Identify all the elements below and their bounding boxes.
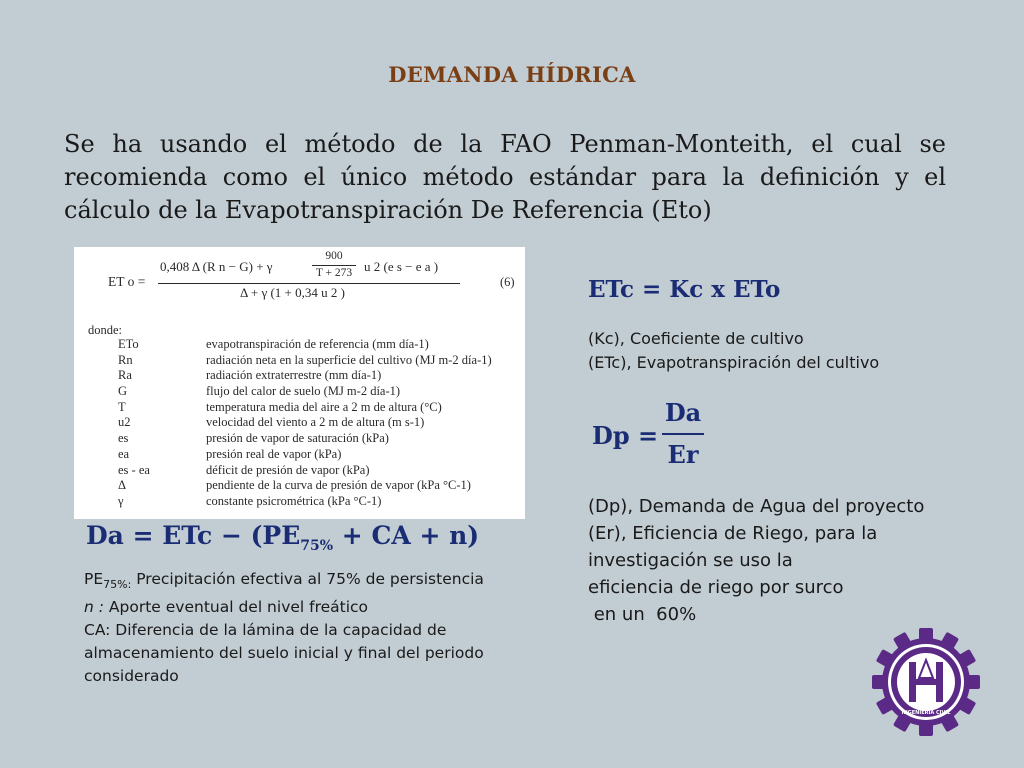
slide-title: DEMANDA HÍDRICA xyxy=(388,62,636,87)
eto-denominator: Δ + γ (1 + 0,34 u 2 ) xyxy=(240,285,345,300)
variable-row xyxy=(118,494,518,510)
variable-symbol: γ xyxy=(118,493,124,508)
variable-description: presión de vapor de saturación (kPa) xyxy=(206,431,389,446)
da-equation-sub: 75% xyxy=(300,538,334,554)
variable-row xyxy=(118,353,518,369)
variable-description: radiación extraterrestre (mm día-1) xyxy=(206,368,382,383)
variable-symbol: Rn xyxy=(118,352,133,367)
variable-symbol: es - ea xyxy=(118,462,150,477)
variable-description: temperatura media del aire a 2 m de altura (°C) xyxy=(206,399,442,414)
eto-lhs: ET o = xyxy=(108,274,146,289)
variable-row xyxy=(118,431,518,447)
variable-symbol: Δ xyxy=(118,478,127,493)
variable-row xyxy=(118,337,518,353)
dp-equation-lhs: Dp = xyxy=(592,421,659,450)
intro-paragraph: Se ha usando el método de la FAO Penman-Monteith, el cual se recomienda como el único método estándar para la definición y el cálculo de la Evapotranspiración De Referencia (Eto) xyxy=(64,130,946,224)
dp-note-line: eficiencia de riego por surco xyxy=(588,577,844,598)
n-text: Aporte eventual del nivel freático xyxy=(103,598,369,617)
eto-numerator-b: u 2 (e s − e a ) xyxy=(364,259,439,274)
variable-description: radiación neta en la superficie del cultivo (MJ m-2 día-1) xyxy=(206,352,492,367)
dp-note-line: (Er), Eficiencia de Riego, para la xyxy=(588,523,878,544)
dp-fraction-line xyxy=(662,433,704,435)
eto-equation xyxy=(74,247,525,307)
variable-symbol: u2 xyxy=(118,415,131,430)
variable-description: constante psicrométrica (kPa °C-1) xyxy=(206,493,382,508)
variable-description: presión real de vapor (kPa) xyxy=(206,446,342,461)
variable-description: pendiente de la curva de presión de vapor (kPa °C-1) xyxy=(206,478,471,493)
variable-row xyxy=(118,478,518,494)
n-label: n : xyxy=(84,598,104,617)
da-equation xyxy=(86,521,479,554)
logo-caption: INGENIERÍA CIVIL xyxy=(901,710,951,716)
da-notes xyxy=(84,568,534,688)
eto-fraction-line xyxy=(158,283,460,284)
donde-label: donde: xyxy=(88,323,123,337)
variable-symbol: Ra xyxy=(118,368,132,383)
pe-text: Precipitación efectiva al 75% de persistencia xyxy=(131,570,484,588)
variable-symbol: G xyxy=(118,384,128,399)
variable-row xyxy=(118,463,518,479)
gear-tooth xyxy=(872,675,888,689)
variable-row xyxy=(118,415,518,431)
dp-notes xyxy=(588,493,924,628)
variable-row xyxy=(118,400,518,416)
dp-note-line: en un 60% xyxy=(588,604,697,625)
variable-symbol: ea xyxy=(118,446,130,461)
gear-tooth xyxy=(964,675,980,689)
eto-frac-t: T + 273 xyxy=(315,267,353,279)
gear-tooth xyxy=(919,720,933,736)
ca-note: CA: Diferencia de la lámina de la capacidad de almacenamiento del suelo inicial y final del periodo considerado xyxy=(84,621,484,686)
variable-description: velocidad del viento a 2 m de altura (m s-1) xyxy=(206,415,425,430)
dp-numerator: Da xyxy=(664,398,702,427)
engineering-gear-logo-icon xyxy=(868,624,984,740)
variable-symbol: ETo xyxy=(118,337,139,351)
n-note xyxy=(84,596,534,619)
variable-description: déficit de presión de vapor (kPa) xyxy=(206,462,370,477)
pe-note xyxy=(84,568,534,596)
variable-row xyxy=(118,447,518,463)
variable-description: flujo del calor de suelo (MJ m-2 día-1) xyxy=(206,384,401,399)
variable-symbol: T xyxy=(118,399,126,414)
variable-description: evapotranspiración de referencia (mm día-1) xyxy=(206,337,429,351)
da-equation-rhs: + CA + n) xyxy=(333,521,480,550)
dp-denominator: Er xyxy=(667,440,699,469)
kc-definition: (Kc), Coeficiente de cultivo xyxy=(588,329,804,348)
dp-note-line: (Dp), Demanda de Agua del proyecto xyxy=(588,496,925,517)
eto-numerator-a: 0,408 Δ (R n − G) + γ xyxy=(160,259,273,274)
eto-frac-900: 900 xyxy=(325,250,343,262)
etc-equation: ETc = Kc x ETo xyxy=(588,276,781,303)
gear-tooth xyxy=(919,628,933,644)
pe-label: PE xyxy=(84,570,104,588)
pe-sub: 75%: xyxy=(103,578,132,592)
etc-definition: (ETc), Evapotranspiración del cultivo xyxy=(588,353,880,372)
eto-frac-line-small xyxy=(312,265,356,266)
variable-symbol: es xyxy=(118,431,129,446)
variable-list xyxy=(118,337,518,510)
equation-number: (6) xyxy=(500,275,515,289)
da-equation-lhs: Da = ETc − (PE xyxy=(86,521,301,550)
etc-definitions xyxy=(588,327,879,375)
fao-formula-image xyxy=(74,247,525,519)
variable-row xyxy=(118,384,518,400)
dp-note-line: investigación se uso la xyxy=(588,550,793,571)
variable-row xyxy=(118,368,518,384)
